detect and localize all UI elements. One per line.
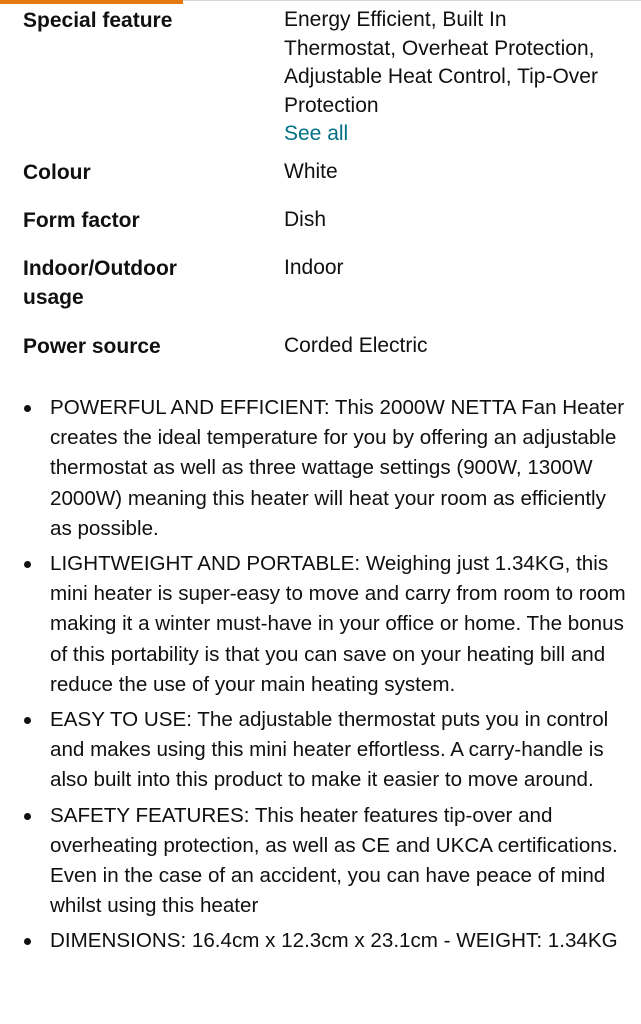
spec-value: Corded Electric: [284, 334, 428, 357]
bullet-dot-icon: [24, 561, 31, 568]
spec-label: Power source: [23, 335, 161, 358]
spec-row-indoor-outdoor: [23, 254, 623, 332]
feature-bullet-text: LIGHTWEIGHT AND PORTABLE: Weighing just 1.34KG, this mini heater is super-easy to move and carry from room to room making it a winter must-have in your office or home. The bonus of this portability is that you can save on your heating bill and reduce the use of your main heating system.: [50, 552, 626, 696]
feature-bullet-text: POWERFUL AND EFFICIENT: This 2000W NETTA Fan Heater creates the ideal temperature for you by offering an adjustable thermostat as well as three wattage settings (900W, 1300W 2000W) meaning this heater will heat your room as efficiently as possible.: [50, 396, 625, 540]
feature-bullet: [0, 926, 641, 956]
spec-row-power-source: [23, 332, 623, 372]
product-specs-table: [23, 6, 623, 372]
feature-bullet: [0, 705, 641, 796]
feature-bullet-text: EASY TO USE: The adjustable thermostat puts you in control and makes using this mini heater effortless. A carry-handle is also built into this product to make it easier to move around.: [50, 708, 609, 792]
bullet-dot-icon: [24, 405, 31, 412]
see-all-link[interactable]: See all: [284, 122, 349, 145]
feature-bullet-text: DIMENSIONS: 16.4cm x 12.3cm x 23.1cm - WEIGHT: 1.34KG: [50, 929, 618, 953]
bullet-dot-icon: [24, 813, 31, 820]
spec-value-text: Energy Efficient, Built In Thermostat, Overheat Protection, Adjustable Heat Control, Tip-Over Protection: [284, 8, 598, 117]
bullet-dot-icon: [24, 938, 31, 945]
feature-bullet: [0, 801, 641, 922]
spec-value: Indoor: [284, 256, 344, 279]
bullet-dot-icon: [24, 717, 31, 724]
active-tab-indicator: [0, 0, 183, 4]
spec-row-form-factor: [23, 206, 623, 254]
spec-label: Special feature: [23, 9, 173, 32]
spec-row-special-feature: [23, 6, 623, 158]
spec-value: Dish: [284, 208, 327, 231]
spec-row-colour: [23, 158, 623, 206]
feature-bullet: [0, 549, 641, 700]
feature-bullet-list: [0, 393, 641, 962]
feature-bullet-text: SAFETY FEATURES: This heater features tip-over and overheating protection, as well as CE and UKCA certifications. Even in the case of an accident, you can have peace of mind whilst using this heater: [50, 803, 618, 918]
spec-label: Colour: [23, 161, 91, 184]
spec-label: Indoor/Outdoor usage: [23, 257, 177, 309]
spec-label: Form factor: [23, 209, 140, 232]
spec-value: [284, 6, 614, 149]
feature-bullet: [0, 393, 641, 544]
spec-value: White: [284, 160, 338, 183]
